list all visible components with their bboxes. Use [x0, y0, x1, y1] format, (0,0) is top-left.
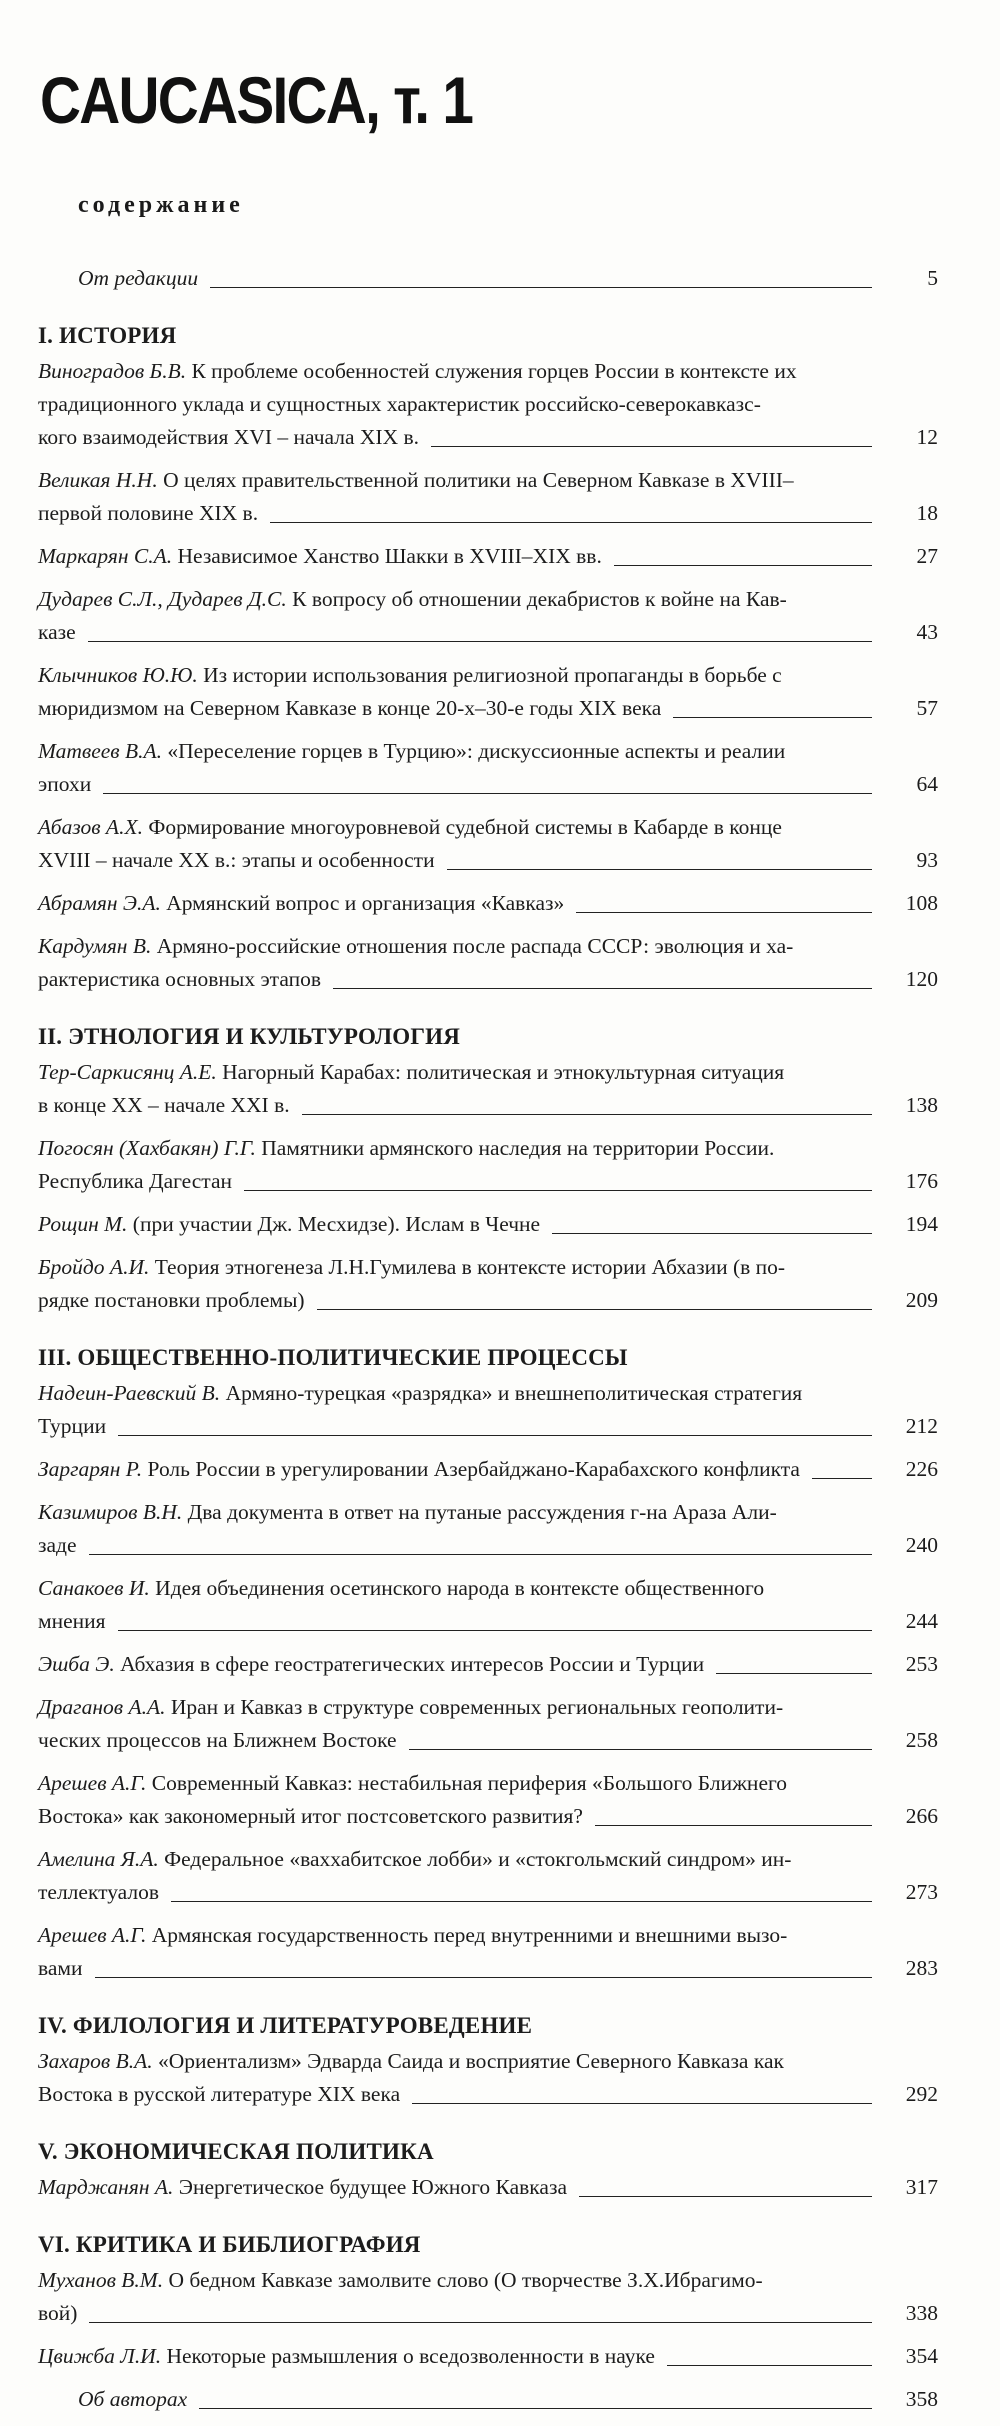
toc-section: [38, 1343, 938, 1985]
toc-entry[interactable]: [38, 659, 938, 725]
section-heading: IV. ФИЛОЛОГИЯ И ЛИТЕРАТУРОВЕДЕНИЕ: [38, 2013, 533, 2038]
entry-body: [38, 1453, 938, 1486]
entry-text: О целях правительственной политики на Северном Кавказе в XVIII–: [157, 468, 794, 492]
entry-line: [38, 1208, 540, 1241]
entry-body: [38, 2340, 938, 2373]
entry-body: [38, 659, 938, 725]
entry-body: [38, 2264, 938, 2330]
entry-line: [78, 262, 198, 295]
entry-author: Погосян (Хахбакян) Г.Г.: [38, 1136, 256, 1160]
entry-text: Армянская государственность перед внутренними и внешними вызо-: [146, 1923, 788, 1947]
entry-line: [38, 1767, 882, 1800]
page-number: 240: [905, 1533, 938, 1557]
entry-text: теллектуалов: [38, 1880, 160, 1904]
entry-text: Востока в русской литературе XIX века: [38, 2082, 401, 2106]
toc-entry[interactable]: [38, 1572, 938, 1638]
page-number: 18: [916, 501, 938, 525]
toc-section: [38, 2011, 938, 2111]
entry-line: [38, 1377, 882, 1410]
page-number: 64: [916, 772, 938, 796]
entry-author: Надеин-Раевский В.: [38, 1381, 221, 1405]
entry-author: Матвеев В.А.: [38, 739, 163, 763]
dot-leader: [199, 2407, 872, 2409]
entry-last-line: [38, 497, 882, 530]
entry-last-line: [78, 2383, 882, 2416]
entry-body: [38, 1496, 938, 1562]
toc-section: [38, 262, 938, 295]
entry-body: [38, 1919, 938, 1985]
toc-entry[interactable]: [38, 930, 938, 996]
dot-leader: [812, 1477, 872, 1479]
entry-author: Маркарян С.А.: [38, 544, 173, 568]
entry-text: Независимое Ханство Шакки в XVIII–XIX вв.: [172, 544, 602, 568]
toc-entry[interactable]: [38, 2171, 938, 2204]
entry-last-line: [38, 1724, 882, 1757]
entry-line: [38, 1691, 882, 1724]
entry-body: [38, 2045, 938, 2111]
entry-last-line: [38, 2078, 882, 2111]
dot-leader: [317, 1308, 872, 1310]
entry-line: [38, 540, 602, 573]
entry-author: Эшба Э.: [38, 1652, 115, 1676]
dot-leader: [88, 640, 872, 642]
dot-leader: [333, 987, 872, 989]
entry-line: [38, 1919, 882, 1952]
entry-last-line: [38, 1952, 882, 1985]
entry-line: [38, 930, 882, 963]
toc-entry[interactable]: [38, 811, 938, 877]
section-heading: V. ЭКОНОМИЧЕСКАЯ ПОЛИТИКА: [38, 2139, 434, 2164]
entry-text: Иран и Кавказ в структуре современных региональных геополити-: [165, 1695, 784, 1719]
entry-author: Муханов В.М.: [38, 2268, 164, 2292]
toc-entry[interactable]: [38, 735, 938, 801]
entry-text: Абхазия в сфере геостратегических интересов России и Турции: [114, 1652, 705, 1676]
entry-body: [38, 1208, 938, 1241]
entry-text: К проблеме особенностей служения горцев России в контексте их: [186, 359, 797, 383]
entry-text: мюридизмом на Северном Кавказе в конце 20-х–30-е годы XIX века: [38, 696, 662, 720]
entry-line: [38, 583, 882, 616]
entry-body: [38, 735, 938, 801]
entry-last-line: [38, 1089, 882, 1122]
page-number: 354: [905, 2344, 938, 2368]
toc-entry[interactable]: [38, 1648, 938, 1681]
dot-leader: [103, 792, 872, 794]
entry-text: первой половине XIX в.: [38, 501, 259, 525]
entry-author: Амелина Я.А.: [38, 1847, 159, 1871]
entry-body: [38, 583, 938, 649]
toc-entry[interactable]: [38, 1691, 938, 1757]
entry-last-line: [38, 616, 882, 649]
entry-line: [38, 2045, 882, 2078]
entry-last-line: [38, 540, 882, 573]
entry-author: Виноградов Б.В.: [38, 359, 187, 383]
page-number: 266: [905, 1804, 938, 1828]
entry-line: [38, 464, 882, 497]
entry-last-line: [38, 1648, 882, 1681]
toc-entry[interactable]: [38, 2340, 938, 2373]
entry-body: [78, 262, 938, 295]
page-number: 244: [905, 1609, 938, 1633]
entry-text: ческих процессов на Ближнем Востоке: [38, 1728, 397, 1752]
entry-author: От редакции: [78, 266, 199, 290]
entry-body: [78, 2383, 938, 2416]
entry-text: (при участии Дж. Месхидзе). Ислам в Чечне: [127, 1212, 541, 1236]
dot-leader: [270, 521, 872, 523]
toc-entry[interactable]: [38, 1767, 938, 1833]
entry-author: Цвижба Л.И.: [38, 2344, 162, 2368]
page-number: 212: [905, 1414, 938, 1438]
entry-last-line: [38, 1453, 882, 1486]
toc-entry[interactable]: [38, 1132, 938, 1198]
entry-body: [38, 811, 938, 877]
entry-text: в конце XX – начале XXI в.: [38, 1093, 290, 1117]
contents-label: содержание: [78, 192, 244, 218]
dot-leader: [579, 2195, 872, 2197]
entry-author: Арешев А.Г.: [38, 1771, 147, 1795]
toc-section: [38, 2137, 938, 2204]
entry-text: Из истории использования религиозной пропаганды в борьбе с: [197, 663, 782, 687]
toc-entry[interactable]: [38, 2264, 938, 2330]
entry-line: [78, 2383, 187, 2416]
entry-text: О бедном Кавказе замолвите слово (О творчестве З.Х.Ибрагимо-: [163, 2268, 763, 2292]
toc-entry[interactable]: [38, 1377, 938, 1443]
page-number: 120: [905, 967, 938, 991]
toc-entry[interactable]: [38, 1496, 938, 1562]
entry-author: Великая Н.Н.: [38, 468, 158, 492]
entry-text: Нагорный Карабах: политическая и этнокультурная ситуация: [216, 1060, 785, 1084]
entry-body: [38, 930, 938, 996]
toc-entry[interactable]: [38, 355, 938, 454]
entry-body: [38, 887, 938, 920]
dot-leader: [210, 286, 872, 288]
entry-body: [38, 2171, 938, 2204]
entry-last-line: [38, 421, 882, 454]
page-number: 273: [905, 1880, 938, 1904]
dot-leader: [673, 716, 872, 718]
entry-text: Востока» как закономерный итог постсоветского развития?: [38, 1804, 583, 1828]
section-heading: I. ИСТОРИЯ: [38, 323, 177, 348]
entry-text: казе: [38, 620, 76, 644]
entry-last-line: [38, 2171, 882, 2204]
entry-author: Тер-Саркисянц А.Е.: [38, 1060, 217, 1084]
section-heading: III. ОБЩЕСТВЕННО-ПОЛИТИЧЕСКИЕ ПРОЦЕССЫ: [38, 1345, 628, 1370]
entry-last-line: [38, 1284, 882, 1317]
entry-author: Арешев А.Г.: [38, 1923, 147, 1947]
toc-entry[interactable]: [38, 1056, 938, 1122]
entry-text: Некоторые размышления о вседозволенности в науке: [161, 2344, 655, 2368]
toc-entry[interactable]: [38, 262, 938, 295]
dot-leader: [95, 1976, 872, 1978]
entry-author: Дударев С.Л., Дударев Д.С.: [38, 587, 287, 611]
entry-line: [38, 1056, 882, 1089]
entry-body: [38, 1843, 938, 1909]
entry-author: Марджанян А.: [38, 2175, 174, 2199]
toc-entry[interactable]: [38, 464, 938, 530]
page-number: 283: [905, 1956, 938, 1980]
dot-leader: [118, 1629, 872, 1631]
dot-leader: [595, 1824, 872, 1826]
page-number: 338: [905, 2301, 938, 2325]
entry-last-line: [38, 1165, 882, 1198]
entry-last-line: [38, 844, 882, 877]
dot-leader: [412, 2102, 872, 2104]
entry-line: [38, 659, 882, 692]
table-of-contents: [38, 262, 938, 2426]
toc-entry[interactable]: [38, 1453, 938, 1486]
entry-line: [38, 1648, 704, 1681]
entry-text: Армянский вопрос и организация «Кавказ»: [160, 891, 565, 915]
entry-body: [38, 1648, 938, 1681]
entry-last-line: [38, 1605, 882, 1638]
entry-text: эпохи: [38, 772, 92, 796]
entry-text: «Переселение горцев в Турцию»: дискуссионные аспекты и реалии: [162, 739, 786, 763]
entry-author: Бройдо А.И.: [38, 1255, 150, 1279]
entry-author: Заргарян Р.: [38, 1457, 143, 1481]
toc-entry[interactable]: [38, 1208, 938, 1241]
entry-line: [38, 887, 564, 920]
toc-entry[interactable]: [38, 1919, 938, 1985]
entry-text: вой): [38, 2301, 78, 2325]
entry-last-line: [38, 1208, 882, 1241]
section-heading: II. ЭТНОЛОГИЯ И КУЛЬТУРОЛОГИЯ: [38, 1024, 461, 1049]
toc-entry[interactable]: [38, 583, 938, 649]
entry-line: [38, 811, 882, 844]
entry-body: [38, 1691, 938, 1757]
toc-entry[interactable]: [38, 2383, 938, 2416]
entry-text: Турции: [38, 1414, 107, 1438]
dot-leader: [89, 1553, 872, 1555]
dot-leader: [716, 1672, 872, 1674]
entry-line: [38, 2264, 882, 2297]
toc-section: [38, 1022, 938, 1317]
entry-text: Памятники армянского наследия на территории России.: [255, 1136, 775, 1160]
entry-last-line: [78, 262, 882, 295]
entry-text: XVIII – начале XX в.: этапы и особенности: [38, 848, 435, 872]
entry-line: [38, 1843, 882, 1876]
entry-author: Казимиров В.Н.: [38, 1500, 183, 1524]
page-number: 57: [916, 696, 938, 720]
entry-author: Абрамян Э.А.: [38, 891, 161, 915]
entry-line: [38, 2340, 655, 2373]
entry-body: [38, 464, 938, 530]
entry-line: [38, 735, 882, 768]
entry-text: кого взаимодействия XVI – начала XIX в.: [38, 425, 419, 449]
entry-last-line: [38, 887, 882, 920]
page-number: 5: [927, 266, 938, 290]
entry-text: Федеральное «ваххабитское лобби» и «стокгольмский синдром» ин-: [158, 1847, 792, 1871]
page-number: 292: [905, 2082, 938, 2106]
dot-leader: [667, 2364, 872, 2366]
entry-last-line: [38, 1800, 882, 1833]
entry-line: [38, 1453, 800, 1486]
entry-text: Формирование многоуровневой судебной системы в Кабарде в конце: [142, 815, 782, 839]
dot-leader: [89, 2321, 872, 2323]
entry-author: Кардумян В.: [38, 934, 152, 958]
page-number: 226: [905, 1457, 938, 1481]
entry-author: Клычников Ю.Ю.: [38, 663, 198, 687]
entry-line: [38, 355, 882, 388]
entry-last-line: [38, 692, 882, 725]
page-number: 27: [916, 544, 938, 568]
entry-text: вами: [38, 1956, 83, 1980]
entry-author: Абазов А.Х.: [38, 815, 143, 839]
entry-author: Санакоев И.: [38, 1576, 150, 1600]
entry-body: [38, 1132, 938, 1198]
entry-text: Два документа в ответ на путаные рассуждения г-на Араза Али-: [182, 1500, 777, 1524]
dot-leader: [244, 1189, 872, 1191]
entry-text: Армяно-российские отношения после распада СССР: эволюция и ха-: [151, 934, 794, 958]
page-number: 93: [916, 848, 938, 872]
entry-last-line: [38, 1876, 882, 1909]
entry-author: Драганов А.А.: [38, 1695, 166, 1719]
entry-last-line: [38, 2340, 882, 2373]
dot-leader: [302, 1113, 872, 1115]
dot-leader: [552, 1232, 872, 1234]
entry-text: «Ориентализм» Эдварда Саида и восприятие Северного Кавказа как: [152, 2049, 784, 2073]
dot-leader: [431, 445, 872, 447]
entry-text: Идея объединения осетинского народа в контексте общественного: [149, 1576, 765, 1600]
entry-last-line: [38, 2297, 882, 2330]
page-number: 138: [905, 1093, 938, 1117]
entry-line: [38, 1572, 882, 1605]
page-number: 317: [905, 2175, 938, 2199]
entry-text: Теория этногенеза Л.Н.Гумилева в контексте истории Абхазии (в по-: [149, 1255, 786, 1279]
toc-entry[interactable]: [38, 887, 938, 920]
entry-text: Современный Кавказ: нестабильная периферия «Большого Ближнего: [146, 1771, 788, 1795]
entry-last-line: [38, 963, 882, 996]
entry-body: [38, 1251, 938, 1317]
toc-entry[interactable]: [38, 2045, 938, 2111]
entry-body: [38, 1377, 938, 1443]
entry-body: [38, 1056, 938, 1122]
dot-leader: [409, 1748, 872, 1750]
entry-line: [38, 1496, 882, 1529]
entry-body: [38, 355, 938, 454]
page-number: 253: [905, 1652, 938, 1676]
page-number: 358: [905, 2387, 938, 2411]
page-number: 12: [916, 425, 938, 449]
entry-last-line: [38, 768, 882, 801]
entry-line: традиционного уклада и сущностных характеристик российско-северокавказс-: [38, 392, 761, 416]
entry-text: Армяно-турецкая «разрядка» и внешнеполитическая стратегия: [220, 1381, 803, 1405]
entry-text: К вопросу об отношении декабристов к войне на Кав-: [286, 587, 787, 611]
entry-line: [38, 1132, 882, 1165]
page-number: 194: [905, 1212, 938, 1236]
dot-leader: [118, 1434, 872, 1436]
entry-text: Энергетическое будущее Южного Кавказа: [173, 2175, 567, 2199]
journal-title: CAUCASICA, т. 1: [40, 63, 473, 137]
entry-body: [38, 540, 938, 573]
toc-section: [38, 321, 938, 996]
toc-entry[interactable]: [38, 1251, 938, 1317]
page-number: 43: [916, 620, 938, 644]
page-number: 176: [905, 1169, 938, 1193]
entry-text: рактеристика основных этапов: [38, 967, 321, 991]
page-number: 258: [905, 1728, 938, 1752]
dot-leader: [614, 564, 872, 566]
entry-author: Об авторах: [78, 2387, 188, 2411]
entry-line: [38, 2171, 567, 2204]
section-heading: VI. КРИТИКА И БИБЛИОГРАФИЯ: [38, 2232, 421, 2257]
entry-author: Захаров В.А.: [38, 2049, 153, 2073]
entry-text: Роль России в урегулировании Азербайджано-Карабахского конфликта: [142, 1457, 800, 1481]
entry-last-line: [38, 1410, 882, 1443]
toc-entry[interactable]: [38, 540, 938, 573]
toc-entry[interactable]: [38, 1843, 938, 1909]
page-number: 108: [905, 891, 938, 915]
dot-leader: [171, 1900, 872, 1902]
entry-author: Рощин М.: [38, 1212, 128, 1236]
entry-body: [38, 1572, 938, 1638]
toc-section: [38, 2230, 938, 2416]
entry-text: мнения: [38, 1609, 106, 1633]
dot-leader: [447, 868, 872, 870]
dot-leader: [576, 911, 872, 913]
entry-text: заде: [38, 1533, 77, 1557]
entry-text: рядке постановки проблемы): [38, 1288, 305, 1312]
page-number: 209: [905, 1288, 938, 1312]
entry-body: [38, 1767, 938, 1833]
entry-line: [38, 1251, 882, 1284]
entry-text: Республика Дагестан: [38, 1169, 233, 1193]
entry-last-line: [38, 1529, 882, 1562]
